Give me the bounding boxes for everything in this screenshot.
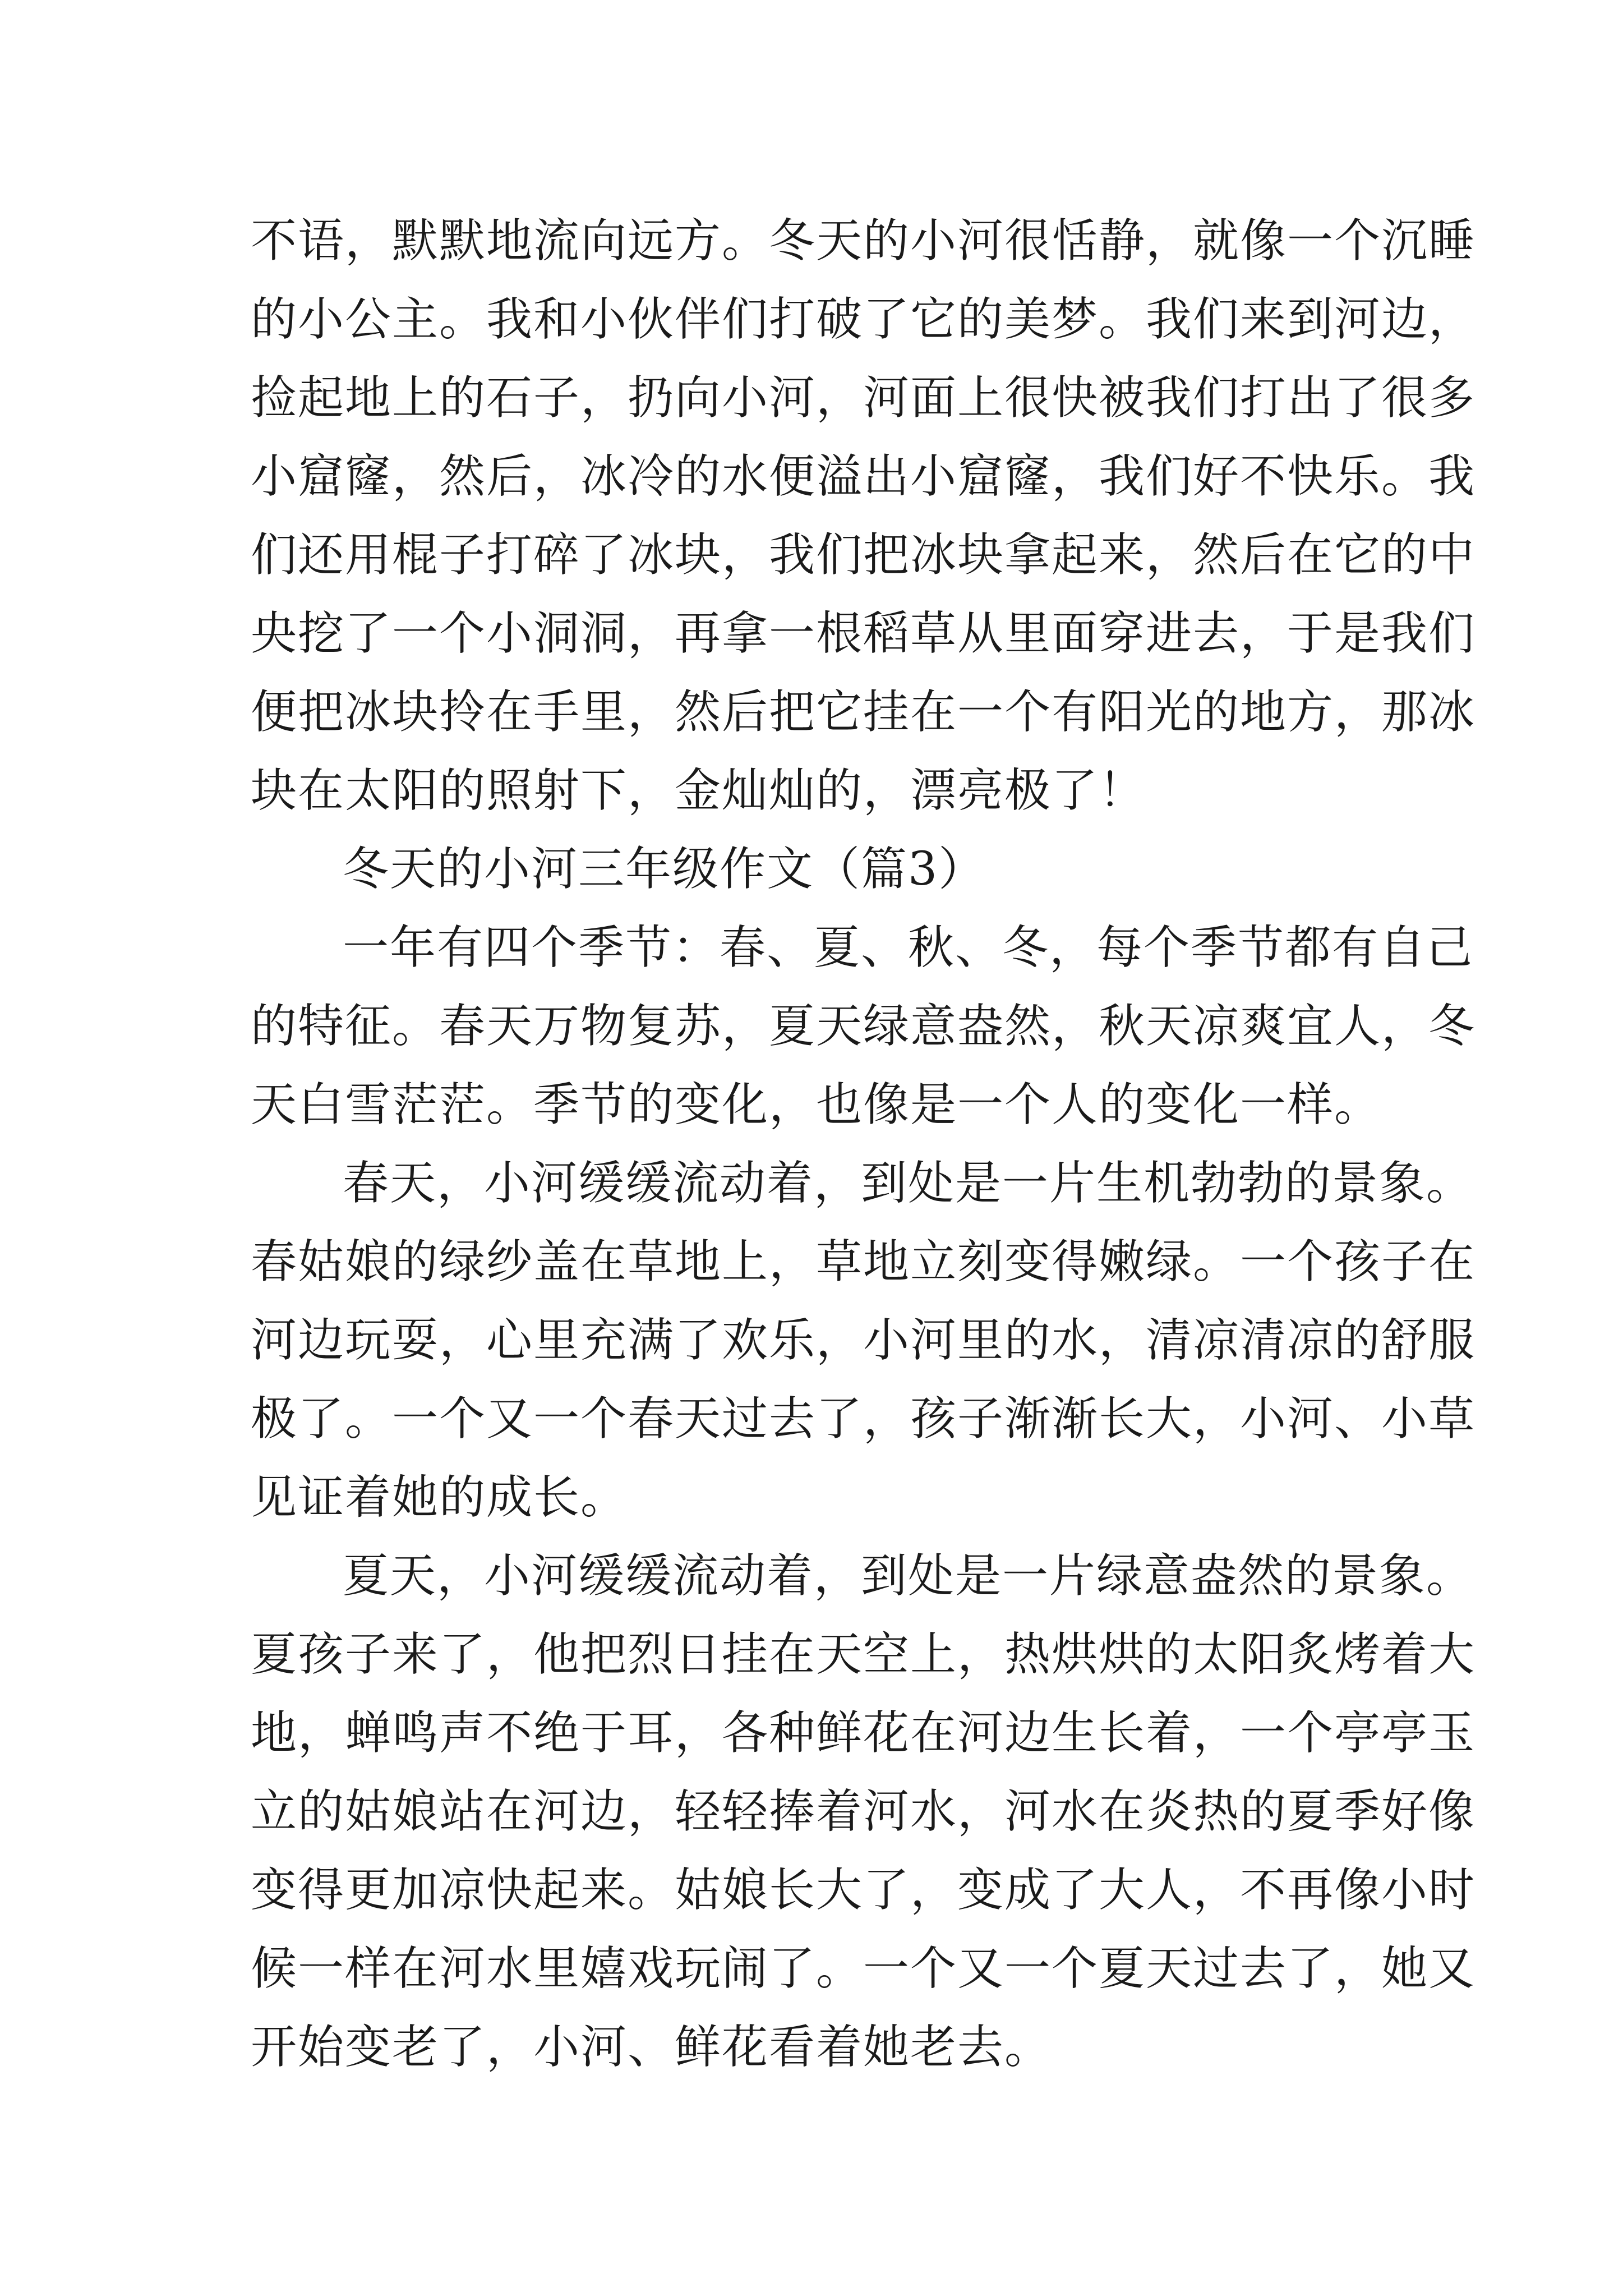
text-line: 捡起地上的石子，扔向小河，河面上很快被我们打出了很多: [251, 371, 1476, 425]
text-line: 不语，默默地流向远方。冬天的小河很恬静，就像一个沉睡: [251, 214, 1476, 268]
text-line: 见证着她的成长。: [251, 1471, 628, 1524]
text-line: 春姑娘的绿纱盖在草地上，草地立刻变得嫩绿。一个孩子在: [251, 1235, 1476, 1289]
paragraph-start-line: 春天，小河缓缓流动着，到处是一片生机勃勃的景象。: [343, 1157, 1474, 1210]
body-text: [251, 202, 1476, 2087]
text-line: 河边玩耍，心里充满了欢乐，小河里的水，清凉清凉的舒服: [251, 1314, 1476, 1367]
text-line: 块在太阳的照射下，金灿灿的，漂亮极了！: [251, 764, 1146, 817]
section-heading: 冬天的小河三年级作文（篇3）: [343, 843, 986, 896]
text-line: 候一样在河水里嬉戏玩闹了。一个又一个夏天过去了，她又: [251, 1942, 1476, 1995]
text-line: 极了。一个又一个春天过去了，孩子渐渐长大，小河、小草: [251, 1392, 1476, 1446]
text-line: 立的姑娘站在河边，轻轻捧着河水，河水在炎热的夏季好像: [251, 1785, 1476, 1838]
text-line: 的小公主。我和小伙伴们打破了它的美梦。我们来到河边，: [251, 293, 1476, 346]
text-line: 小窟窿，然后，冰冷的水便溢出小窟窿，我们好不快乐。我: [251, 450, 1476, 503]
text-line: 们还用棍子打碎了冰块，我们把冰块拿起来，然后在它的中: [251, 528, 1476, 582]
text-line: 开始变老了，小河、鲜花看着她老去。: [251, 2021, 1052, 2074]
text-line: 天白雪茫茫。季节的变化，也像是一个人的变化一样。: [251, 1078, 1382, 1131]
text-line: 地，蝉鸣声不绝于耳，各种鲜花在河边生长着，一个亭亭玉: [251, 1706, 1476, 1760]
text-line: 便把冰块拎在手里，然后把它挂在一个有阳光的地方，那冰: [251, 685, 1476, 739]
text-line: 夏孩子来了，他把烈日挂在天空上，热烘烘的太阳炙烤着大: [251, 1628, 1476, 1681]
text-line: 央挖了一个小洞洞，再拿一根稻草从里面穿进去，于是我们: [251, 607, 1476, 660]
paragraph-start-line: 一年有四个季节：春、夏、秋、冬，每个季节都有自己: [343, 921, 1474, 974]
text-line: 变得更加凉快起来。姑娘长大了，变成了大人，不再像小时: [251, 1864, 1476, 1917]
paragraph-start-line: 夏天，小河缓缓流动着，到处是一片绿意盎然的景象。: [343, 1549, 1474, 1603]
text-line: 的特征。春天万物复苏，夏天绿意盎然，秋天凉爽宜人，冬: [251, 1000, 1476, 1053]
